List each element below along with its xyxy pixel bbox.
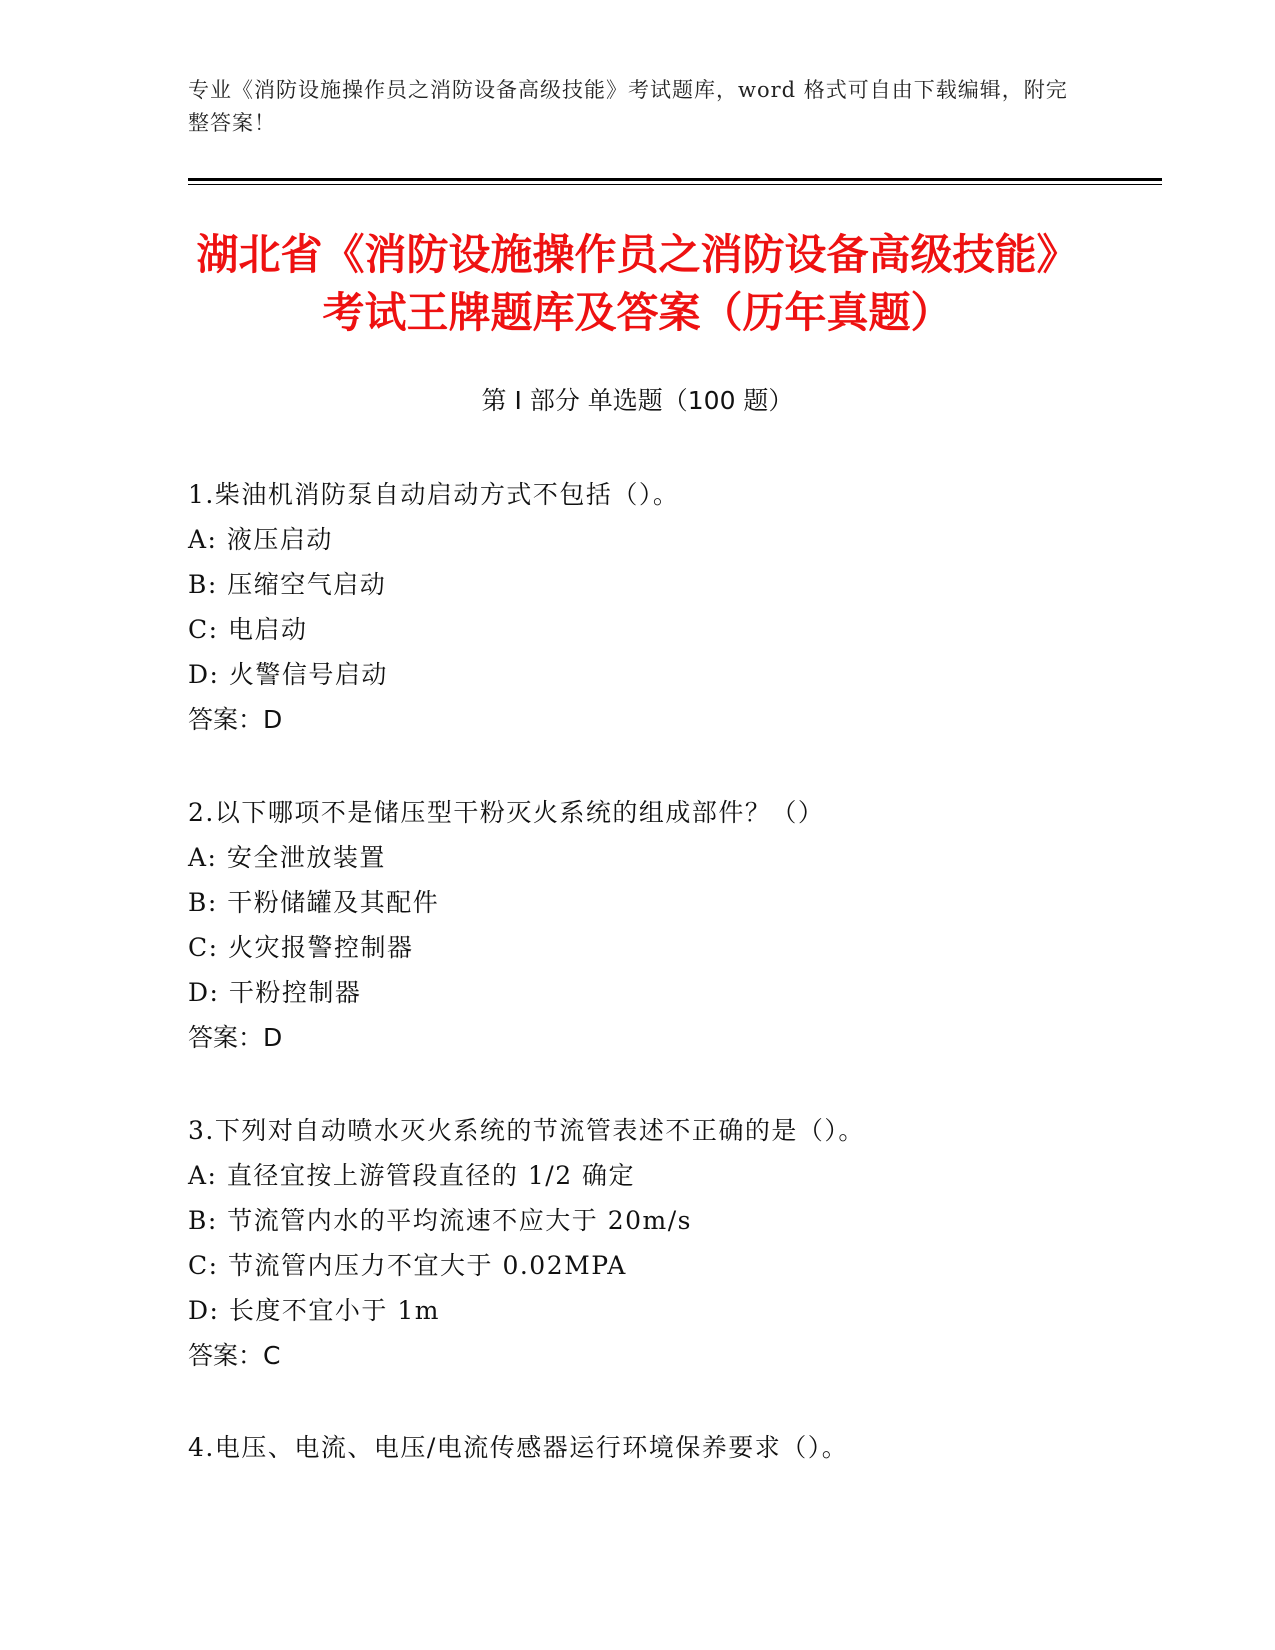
question-stem: 1.柴油机消防泵自动启动方式不包括（）。: [188, 480, 680, 509]
option-b: B: 干粉储罐及其配件: [188, 888, 440, 917]
option-c: C: 节流管内压力不宜大于 0.02MPA: [188, 1251, 627, 1280]
option-d: D: 干粉控制器: [188, 978, 362, 1007]
section-title: 第 I 部分 单选题（100 题）: [481, 386, 794, 415]
option-c: C: 火灾报警控制器: [188, 933, 414, 962]
answer-line: 答案：C: [188, 1341, 281, 1370]
answer-line: 答案：D: [188, 1023, 283, 1052]
answer-line: 答案：D: [188, 705, 283, 734]
header-note: 专业《消防设施操作员之消防设备高级技能》考试题库，word 格式可自由下载编辑，附完整答案！: [188, 78, 1068, 135]
option-b: B: 压缩空气启动: [188, 570, 387, 599]
option-a: A: 直径宜按上游管段直径的 1/2 确定: [188, 1161, 636, 1190]
header-divider: [188, 178, 1162, 181]
option-a: A: 液压启动: [188, 525, 333, 554]
document-title: 湖北省《消防设施操作员之消防设备高级技能》考试王牌题库及答案（历年真题）: [196, 230, 1079, 337]
question-2: [188, 790, 1148, 1060]
question-3: [188, 1108, 1148, 1378]
question-stem: 3.下列对自动喷水灭火系统的节流管表述不正确的是（）。: [188, 1116, 865, 1145]
option-c: C: 电启动: [188, 615, 308, 644]
question-stem: 2.以下哪项不是储压型干粉灭火系统的组成部件？（）: [188, 798, 825, 827]
option-a: A: 安全泄放装置: [188, 843, 386, 872]
option-d: D: 长度不宜小于 1m: [188, 1296, 440, 1325]
question-4: [188, 1425, 1148, 1470]
header-divider-thin: [188, 184, 1162, 185]
question-1: [188, 472, 1148, 742]
question-stem: 4.电压、电流、电压/电流传感器运行环境保养要求（）。: [188, 1433, 849, 1462]
option-b: B: 节流管内水的平均流速不应大于 20m/s: [188, 1206, 692, 1235]
option-d: D: 火警信号启动: [188, 660, 388, 689]
